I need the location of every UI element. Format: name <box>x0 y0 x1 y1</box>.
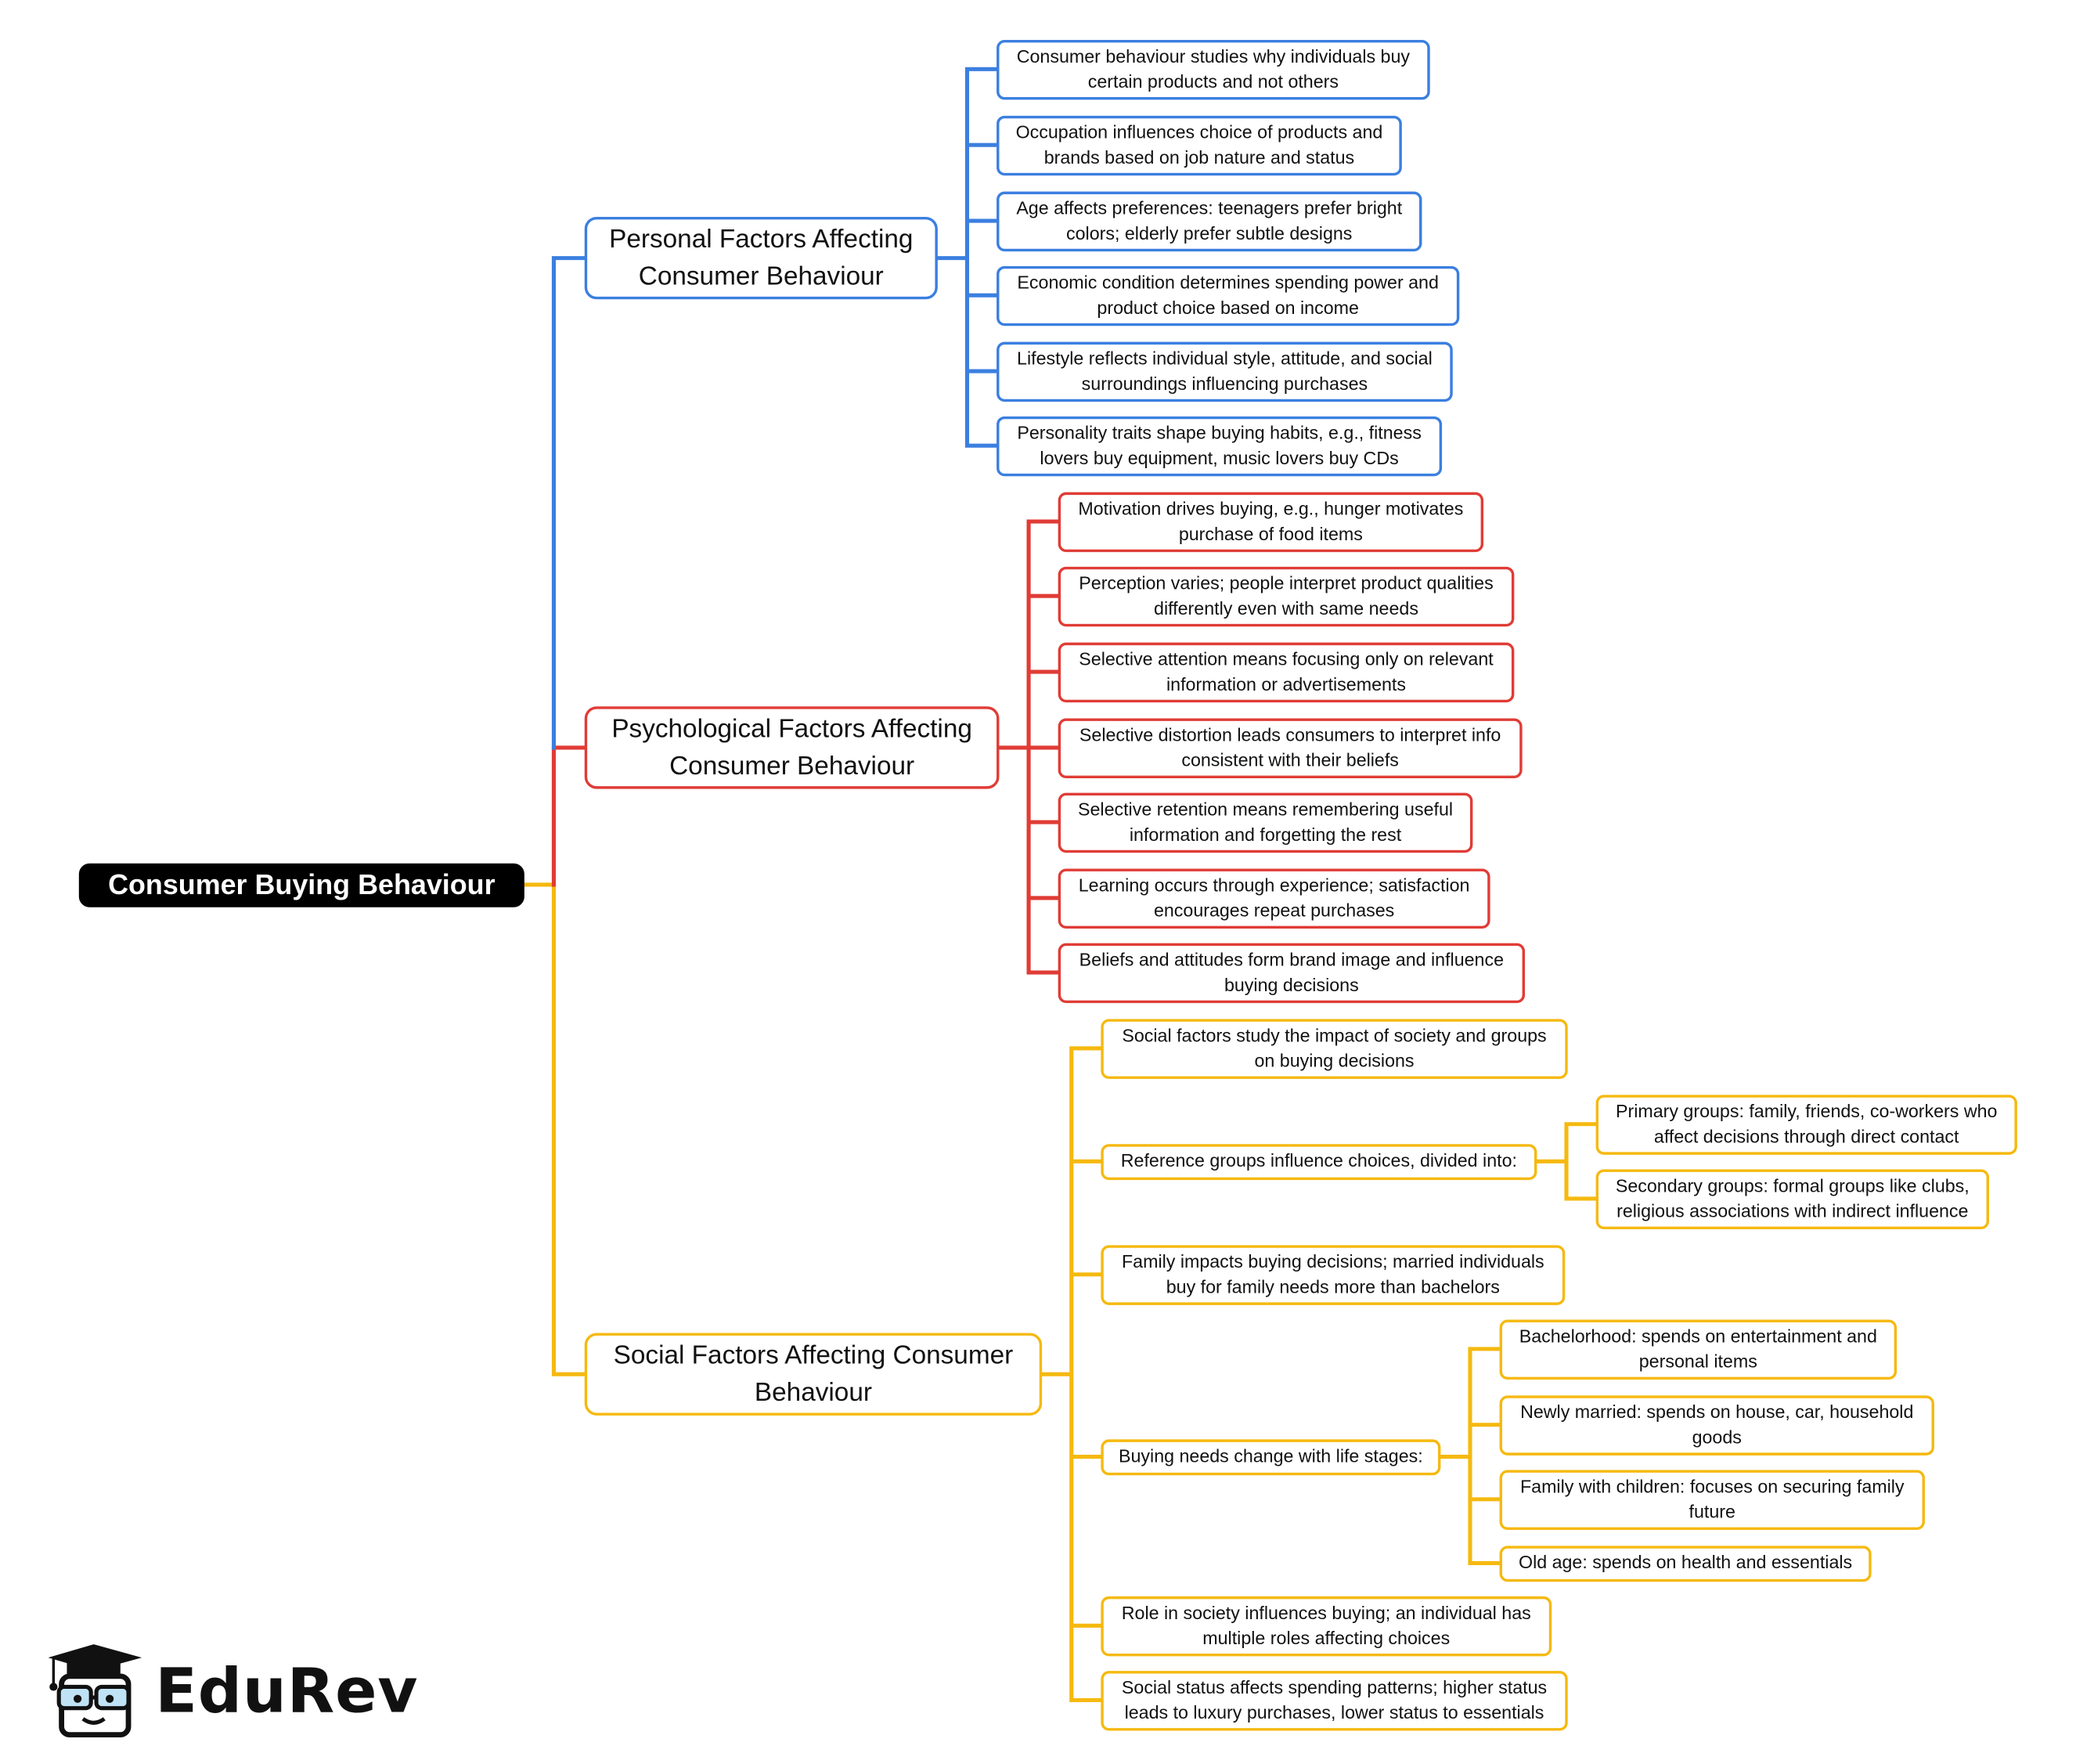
life-stage-family-with-children: Family with children: focuses on securing family future <box>1500 1470 1925 1530</box>
psychological-item-selective-retention: Selective retention means remembering useful information and forgetting the rest <box>1058 793 1473 853</box>
life-stage-newly-married: Newly married: spends on house, car, household goods <box>1500 1395 1934 1455</box>
personal-item-economic-condition: Economic condition determines spending power and product choice based on income <box>997 266 1459 326</box>
branch-personal-factors: Personal Factors Affecting Consumer Behaviour <box>585 217 938 299</box>
personal-item-personality: Personality traits shape buying habits, e.g., fitness lovers buy equipment, music lovers buy CDs <box>997 417 1442 476</box>
social-item-family: Family impacts buying decisions; married individuals buy for family needs more than bachelors <box>1101 1245 1565 1304</box>
personal-item-lifestyle: Lifestyle reflects individual style, attitude, and social surroundings influencing purchases <box>997 342 1453 402</box>
psychological-item-perception: Perception varies; people interpret product qualities differently even with same needs <box>1058 567 1515 626</box>
personal-item-definition: Consumer behaviour studies why individuals buy certain products and not others <box>997 40 1430 99</box>
root-node: Consumer Buying Behaviour <box>79 864 524 907</box>
psychological-item-learning: Learning occurs through experience; satisfaction encourages repeat purchases <box>1058 869 1490 929</box>
psychological-item-motivation: Motivation drives buying, e.g., hunger motivates purchase of food items <box>1058 492 1483 552</box>
graduation-cap-mascot-icon <box>38 1639 150 1737</box>
social-item-definition: Social factors study the impact of society and groups on buying decisions <box>1101 1019 1567 1079</box>
social-item-reference-groups: Reference groups influence choices, divided into: <box>1101 1144 1537 1180</box>
reference-group-secondary: Secondary groups: formal groups like clubs, religious associations with indirect influence <box>1596 1170 1989 1229</box>
personal-item-occupation: Occupation influences choice of products and brands based on job nature and status <box>997 116 1402 175</box>
branch-psychological-factors: Psychological Factors Affecting Consumer Behaviour <box>585 706 1000 788</box>
psychological-item-selective-distortion: Selective distortion leads consumers to interpret info consistent with their beliefs <box>1058 719 1523 778</box>
edurev-logo <box>38 1639 419 1737</box>
reference-group-primary: Primary groups: family, friends, co-workers who affect decisions through direct contact <box>1596 1095 2017 1154</box>
branch-social-factors: Social Factors Affecting Consumer Behaviour <box>585 1333 1042 1415</box>
psychological-item-beliefs-attitudes: Beliefs and attitudes form brand image and influence buying decisions <box>1058 943 1525 1003</box>
life-stage-old-age: Old age: spends on health and essentials <box>1500 1546 1872 1582</box>
social-item-life-stages: Buying needs change with life stages: <box>1101 1439 1440 1475</box>
psychological-item-selective-attention: Selective attention means focusing only on relevant information or advertisements <box>1058 643 1515 702</box>
personal-item-age: Age affects preferences: teenagers prefer bright colors; elderly prefer subtle designs <box>997 192 1422 251</box>
life-stage-bachelorhood: Bachelorhood: spends on entertainment and personal items <box>1500 1320 1898 1380</box>
social-item-role: Role in society influences buying; an individual has multiple roles affecting choices <box>1101 1596 1552 1656</box>
logo-wordmark: EduRev <box>155 1654 419 1727</box>
social-item-status: Social status affects spending patterns; higher status leads to luxury purchases, lower status to essentials <box>1101 1671 1567 1730</box>
